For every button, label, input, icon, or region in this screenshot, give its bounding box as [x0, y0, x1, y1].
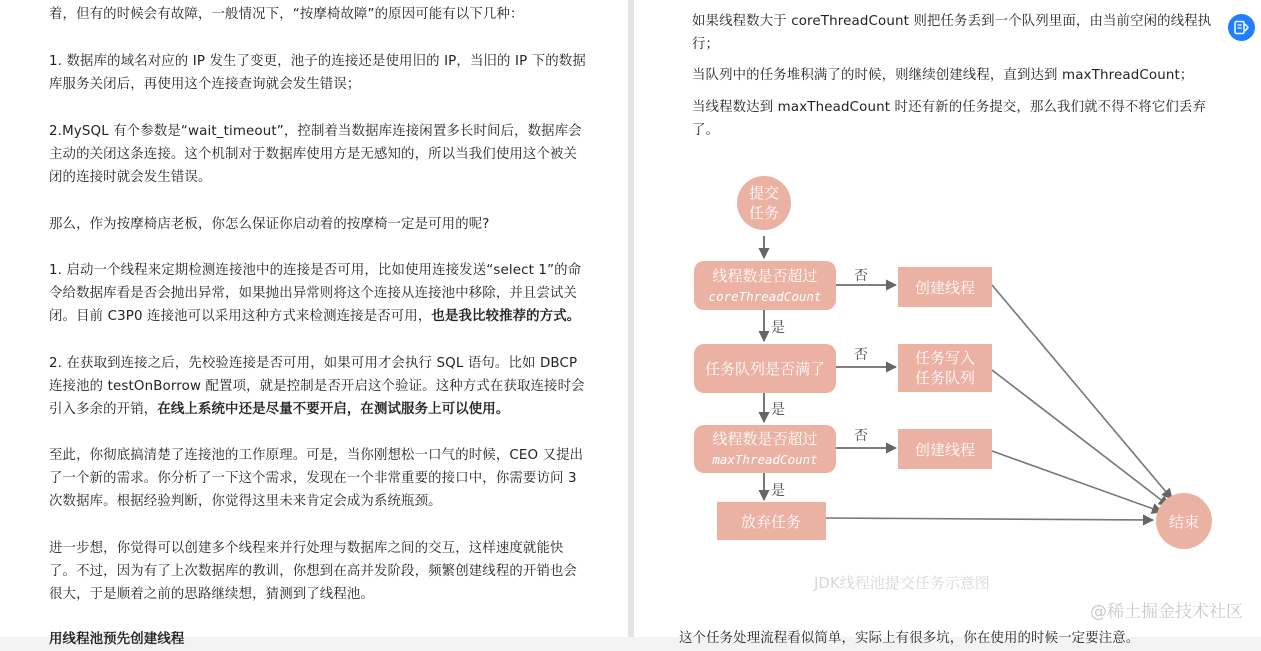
create-thread-label: 创建线程 [914, 441, 976, 459]
document-page-left [0, 0, 628, 647]
paragraph: 1. 数据库的域名对应的 IP 发生了变更，池子的连接还是使用旧的 IP，当旧的 IP 下的数据库服务关闭后，再使用这个连接查询就会发生错误； [49, 54, 586, 92]
no-label: 否 [854, 347, 868, 363]
enqueue-task-label: 任务队列 [914, 369, 976, 387]
paragraph: 2.MySQL 有个参数是“wait_timeout”，控制着当数据库连接闲置多长时间后，数据库会主动的关闭这条连接。这个机制对于数据库使用方是无感知的，所以当我们使用这个被关闭的连接时就会发生错误。 [49, 124, 582, 185]
section-heading: 用线程池预先创建线程 [49, 632, 185, 647]
document-page-right [634, 0, 1261, 646]
paragraph: 进一步想，你觉得可以创建多个线程来并行处理与数据库之间的交互，这样速度就能快了。不过，因为有了上次数据库的教训，你想到在高并发阶段，频繁创建线程的开销也会很大，于是顺着之前的思路继续想，猜测到了线程池。 [49, 541, 578, 602]
paragraph: 这个任务处理流程看似简单，实际上有很多坑，你在使用的时候一定要注意。 [679, 631, 1140, 646]
thread-pool-flowchart [634, 0, 1261, 637]
toc-button[interactable] [1228, 14, 1255, 41]
paragraph: 当队列中的任务堆积满了的时候，则继续创建线程，直到达到 maxThreadCount； [692, 68, 1194, 83]
enqueue-task-label: 任务写入 [914, 349, 976, 367]
paragraph: 至此，你彻底搞清楚了连接池的工作原理。可是，当你刚想松一口气的时候，CEO 又提出了一个新的需求。你分析了一下这个需求，发现在一个非常重要的接口中，你需要访问 3 次数据库。根据经验判断，你觉得这里未来肯定会成为系统瓶颈。 [49, 448, 584, 509]
paragraph: 那么，作为按摩椅店老板，你怎么保证你启动着的按摩椅一定是可用的呢? [49, 217, 490, 232]
paragraph: 着，但有的时候会有故障，一般情况下，“按摩椅故障”的原因可能有以下几种： [49, 7, 524, 22]
start-node-label: 提交 [748, 184, 780, 202]
decision-label: 线程数是否超过 [712, 430, 818, 448]
flow-arrow [992, 285, 1172, 499]
paragraph: 如果线程数大于 coreThreadCount 则把任务丢到一个队列里面，由当前空闲的线程执行； [692, 14, 1212, 52]
yes-label: 是 [771, 483, 785, 499]
decision-label: 任务队列是否满了 [704, 360, 826, 378]
paragraph-text: 1. 启动一个线程来定期检测连接池中的连接是否可用，比如使用连接发送“select 1”的命令给数据库看是否会抛出异常，如果抛出异常则将这个连接从连接池中移除，并且尝试关闭。目前 C3P0 连接池可以采用这种方式来检测连接是否可用， [49, 263, 582, 324]
paragraph [49, 352, 589, 421]
end-node-label: 结束 [1168, 513, 1200, 531]
yes-label: 是 [771, 320, 785, 336]
emphasis-text: 也是我比较推荐的方式。 [431, 309, 581, 324]
create-thread-label: 创建线程 [914, 279, 976, 297]
toc-icon [1234, 20, 1249, 35]
paragraph [49, 259, 589, 328]
no-label: 否 [854, 268, 868, 284]
paragraph: 当线程数达到 maxTheadCount 时还有新的任务提交，那么我们就不得不将它们丢弃了。 [692, 100, 1206, 138]
decision-label: maxThreadCount [712, 452, 818, 467]
emphasis-text: 在线上系统中还是尽量不要开启，在测试服务上可以使用。 [157, 402, 510, 417]
yes-label: 是 [771, 402, 785, 418]
flow-arrow [826, 518, 1153, 520]
no-label: 否 [854, 428, 868, 444]
decision-label: coreThreadCount [708, 289, 822, 304]
paragraph-text: 2. 在获取到连接之后，先校验连接是否可用，如果可用才会执行 SQL 语句。比如 DBCP 连接池的 testOnBorrow 配置项，就是控制是否开启这个验证。这种方式在获取连接时会引入多余的开销， [49, 356, 585, 417]
site-watermark: @稀土掘金技术社区 [1090, 602, 1243, 622]
start-node-label: 任务 [748, 204, 780, 222]
discard-task-label: 放弃任务 [740, 513, 802, 531]
figure-caption: JDK线程池提交任务示意图 [814, 574, 990, 592]
decision-label: 线程数是否超过 [712, 267, 818, 285]
